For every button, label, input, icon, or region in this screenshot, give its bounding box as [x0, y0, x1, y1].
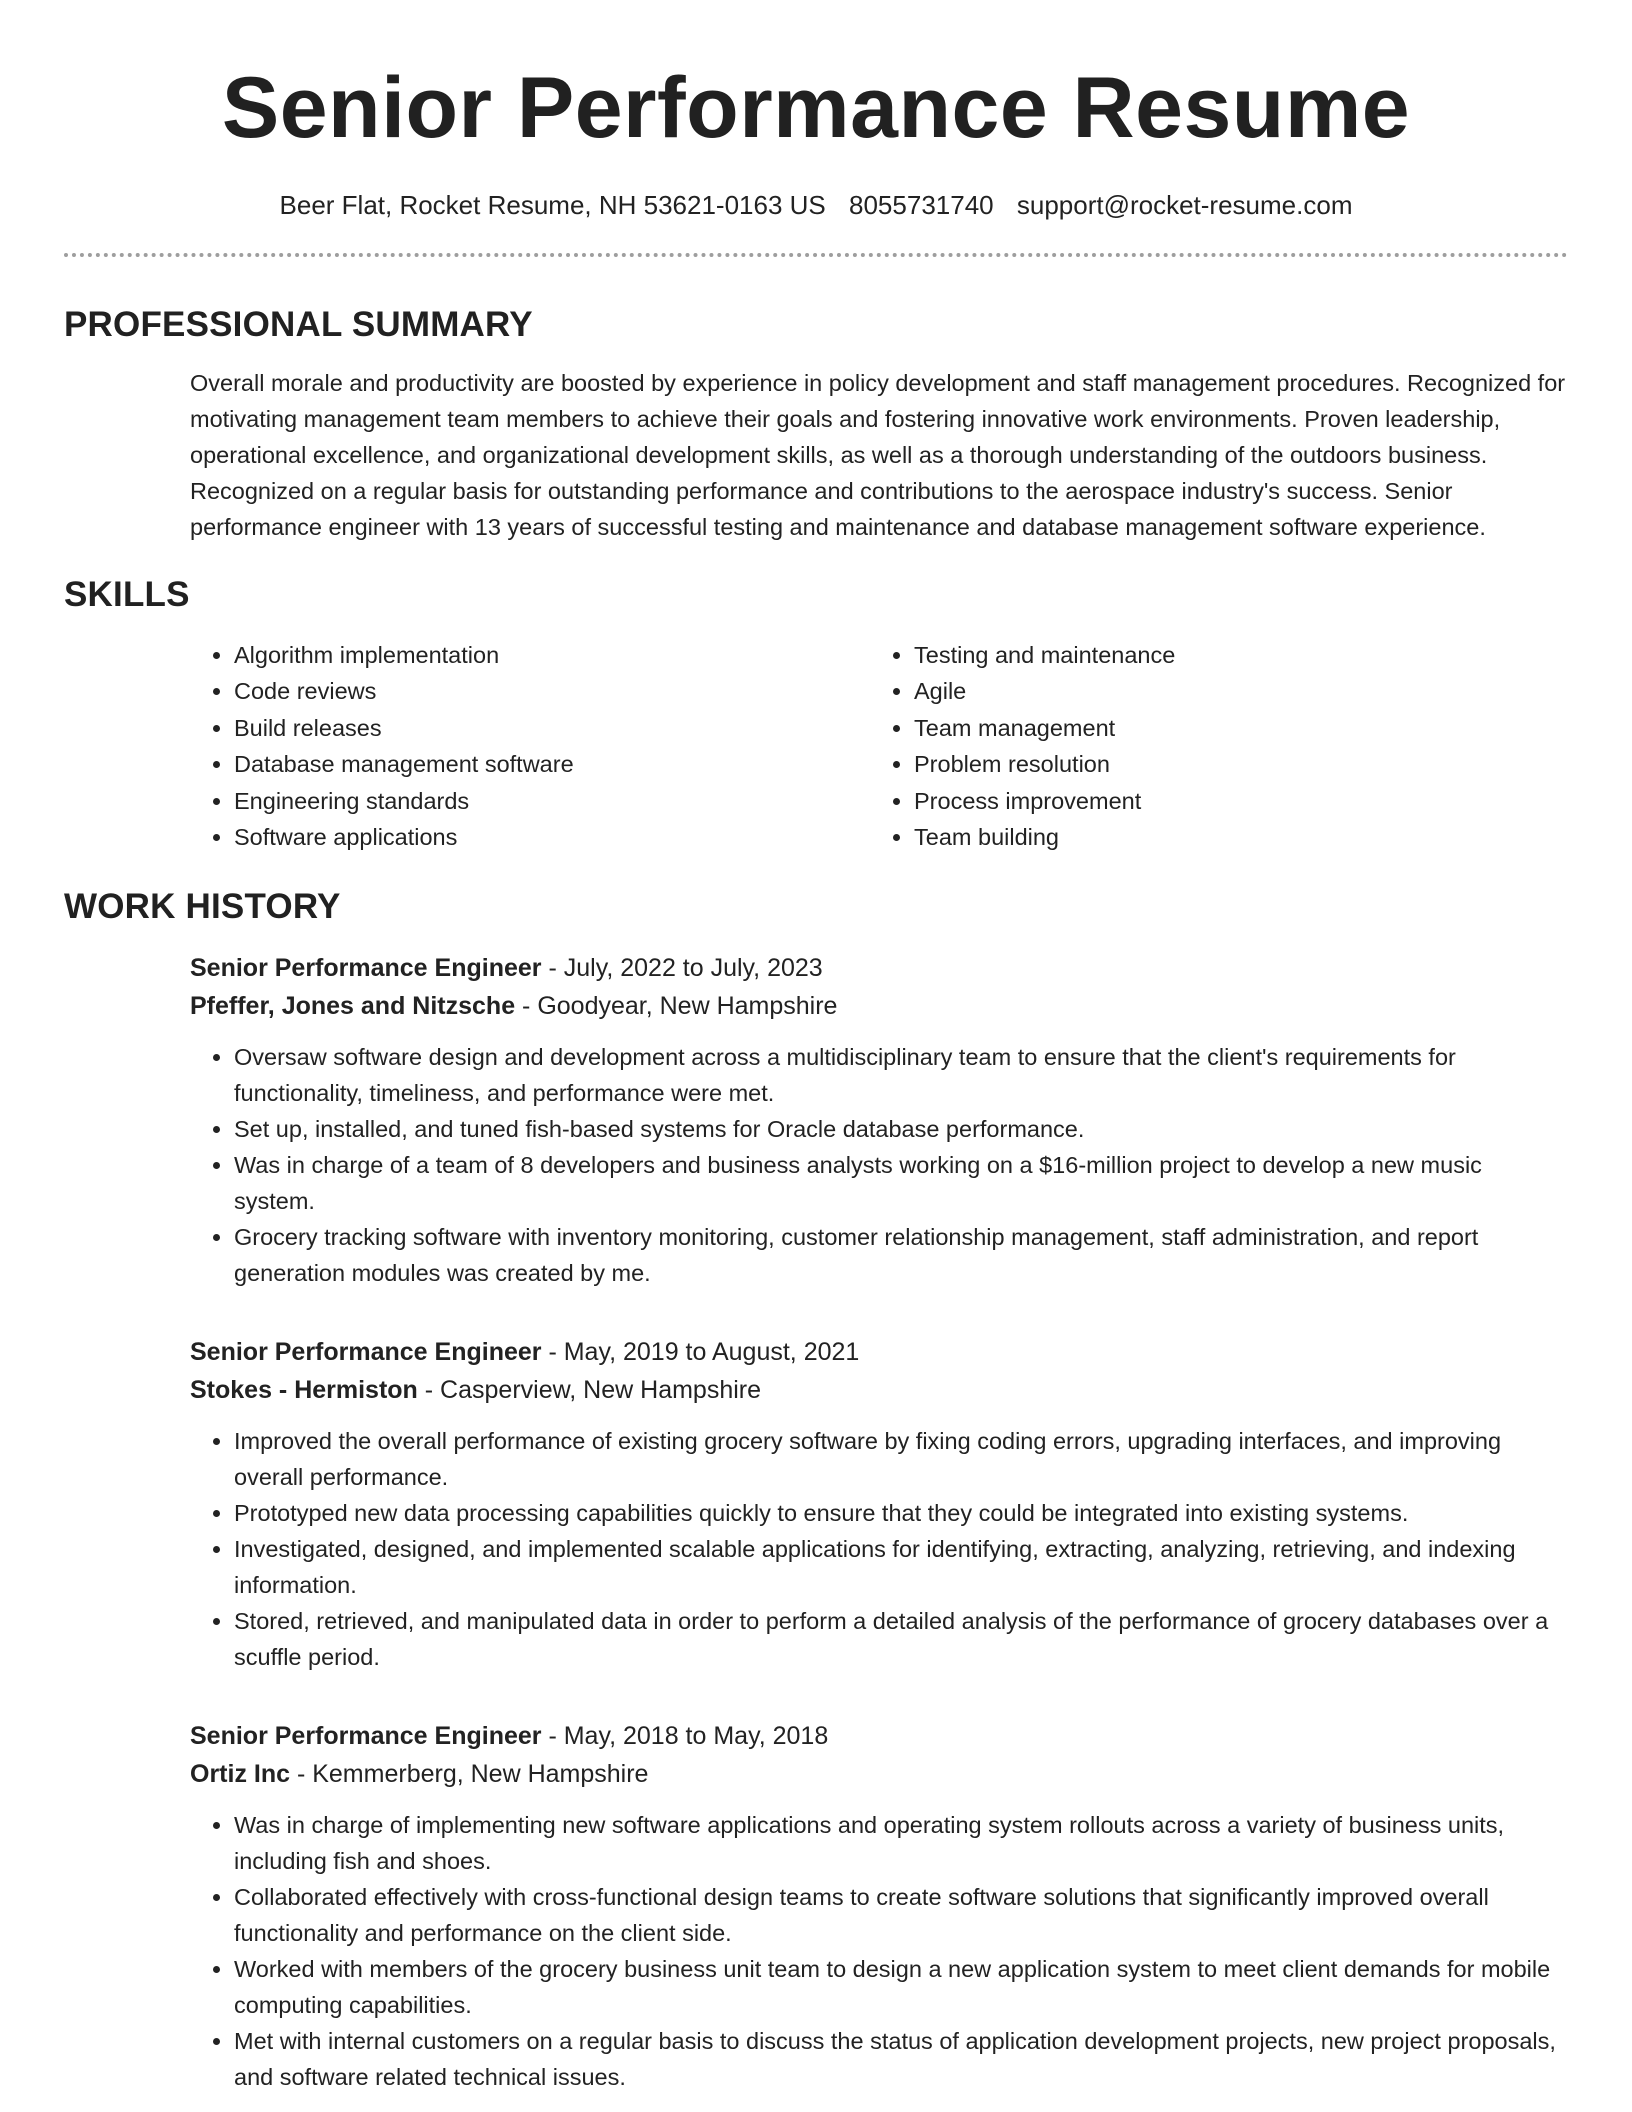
job-title-line — [190, 949, 1568, 987]
job-bullets — [190, 1423, 1568, 1675]
job-company: Stokes - Hermiston — [190, 1376, 418, 1405]
job-role: Senior Performance Engineer — [190, 1338, 542, 1367]
job-role: Senior Performance Engineer — [190, 954, 542, 983]
job-bullet: • Met with internal customers on a regular basis to discuss the status of application development projects, new project proposals, and software related technical issues. — [234, 2023, 1568, 2095]
contact-line — [64, 188, 1568, 222]
skill-item: • Build releases — [234, 710, 870, 746]
job-company: Ortiz Inc — [190, 1760, 291, 1789]
job-bullet: • Collaborated effectively with cross-functional design teams to create software solutions that significantly improved overall functionality and performance on the client side. — [234, 1879, 1568, 1951]
job-location: - Casperview, New Hampshire — [417, 1376, 762, 1405]
skill-item: • Code reviews — [234, 673, 870, 709]
skill-item: • Testing and maintenance — [914, 637, 1550, 673]
job-company-line — [190, 1371, 1568, 1409]
job-bullet: • Improved the overall performance of existing grocery software by fixing coding errors, upgrading interfaces, and improving overall performance. — [234, 1423, 1568, 1495]
skill-item: • Software applications — [234, 819, 870, 855]
job-bullet: • Was in charge of implementing new software applications and operating system rollouts across a variety of business units, including fish and shoes. — [234, 1807, 1568, 1879]
summary-text: Overall morale and productivity are boosted by experience in policy development and staff management procedures. Recognized for motivating management team members to achieve their goals and fostering innovative work environments. Proven leadership, operational excellence, and organizational development skills, as well as a thorough understanding of the outdoors business. Recognized on a regular basis for outstanding performance and contributions to the aerospace industry's success. Senior performance engineer with 13 years of successful testing and maintenance and database management software experience. — [190, 370, 1566, 540]
resume-page — [64, 0, 1568, 2095]
job-bullet: • Oversaw software design and development across a multidisciplinary team to ensure that the client's requirements for functionality, timeliness, and performance were met. — [234, 1039, 1568, 1111]
skill-item: • Database management software — [234, 746, 870, 782]
skill-item: • Problem resolution — [914, 746, 1550, 782]
skill-item: • Process improvement — [914, 783, 1550, 819]
job-bullet: • Was in charge of a team of 8 developers and business analysts working on a $16-million project to develop a new music system. — [234, 1147, 1568, 1219]
job-bullet: • Prototyped new data processing capabilities quickly to ensure that they could be integrated into existing systems. — [234, 1495, 1568, 1531]
job-bullet: • Stored, retrieved, and manipulated data in order to perform a detailed analysis of the performance of grocery databases over a scuffle period. — [234, 1603, 1568, 1675]
skill-item: • Engineering standards — [234, 783, 870, 819]
job-entry — [190, 1717, 1568, 2095]
contact-phone: 8055731740 — [849, 190, 994, 220]
contact-address: Beer Flat, Rocket Resume, NH 53621-0163 US — [279, 190, 826, 220]
skill-item: • Team building — [914, 819, 1550, 855]
skill-item: • Agile — [914, 673, 1550, 709]
skill-item: • Algorithm implementation — [234, 637, 870, 673]
job-title-line — [190, 1717, 1568, 1755]
skills-column-right — [870, 637, 1550, 855]
job-dates: - July, 2022 to July, 2023 — [541, 954, 823, 983]
summary-heading: PROFESSIONAL SUMMARY — [64, 305, 533, 344]
job-role: Senior Performance Engineer — [190, 1722, 542, 1751]
job-bullets — [190, 1039, 1568, 1291]
skills-column-left — [190, 637, 870, 855]
job-location: - Goodyear, New Hampshire — [515, 992, 838, 1021]
skills-list — [190, 637, 1568, 855]
header-divider — [64, 253, 1568, 257]
skill-item: • Team management — [914, 710, 1550, 746]
contact-email: support@rocket-resume.com — [1016, 190, 1353, 220]
work-history-heading: WORK HISTORY — [64, 887, 341, 927]
job-company: Pfeffer, Jones and Nitzsche — [190, 992, 516, 1021]
job-bullet: • Set up, installed, and tuned fish-based systems for Oracle database performance. — [234, 1111, 1568, 1147]
job-entry — [190, 949, 1568, 1291]
job-location: - Kemmerberg, New Hampshire — [290, 1760, 649, 1789]
skills-heading: SKILLS — [64, 575, 190, 614]
job-entry — [190, 1333, 1568, 1675]
job-company-line — [190, 987, 1568, 1025]
job-company-line — [190, 1755, 1568, 1793]
job-dates: - May, 2018 to May, 2018 — [541, 1722, 829, 1751]
job-dates: - May, 2019 to August, 2021 — [541, 1338, 860, 1367]
job-bullet: • Grocery tracking software with inventory monitoring, customer relationship management, staff administration, and report generation modules was created by me. — [234, 1219, 1568, 1291]
job-bullet: • Investigated, designed, and implemented scalable applications for identifying, extracting, analyzing, retrieving, and indexing information. — [234, 1531, 1568, 1603]
resume-name: Senior Performance Resume — [221, 60, 1411, 156]
job-bullets — [190, 1807, 1568, 2095]
job-title-line — [190, 1333, 1568, 1371]
job-bullet: • Worked with members of the grocery business unit team to design a new application system to meet client demands for mobile computing capabilities. — [234, 1951, 1568, 2023]
